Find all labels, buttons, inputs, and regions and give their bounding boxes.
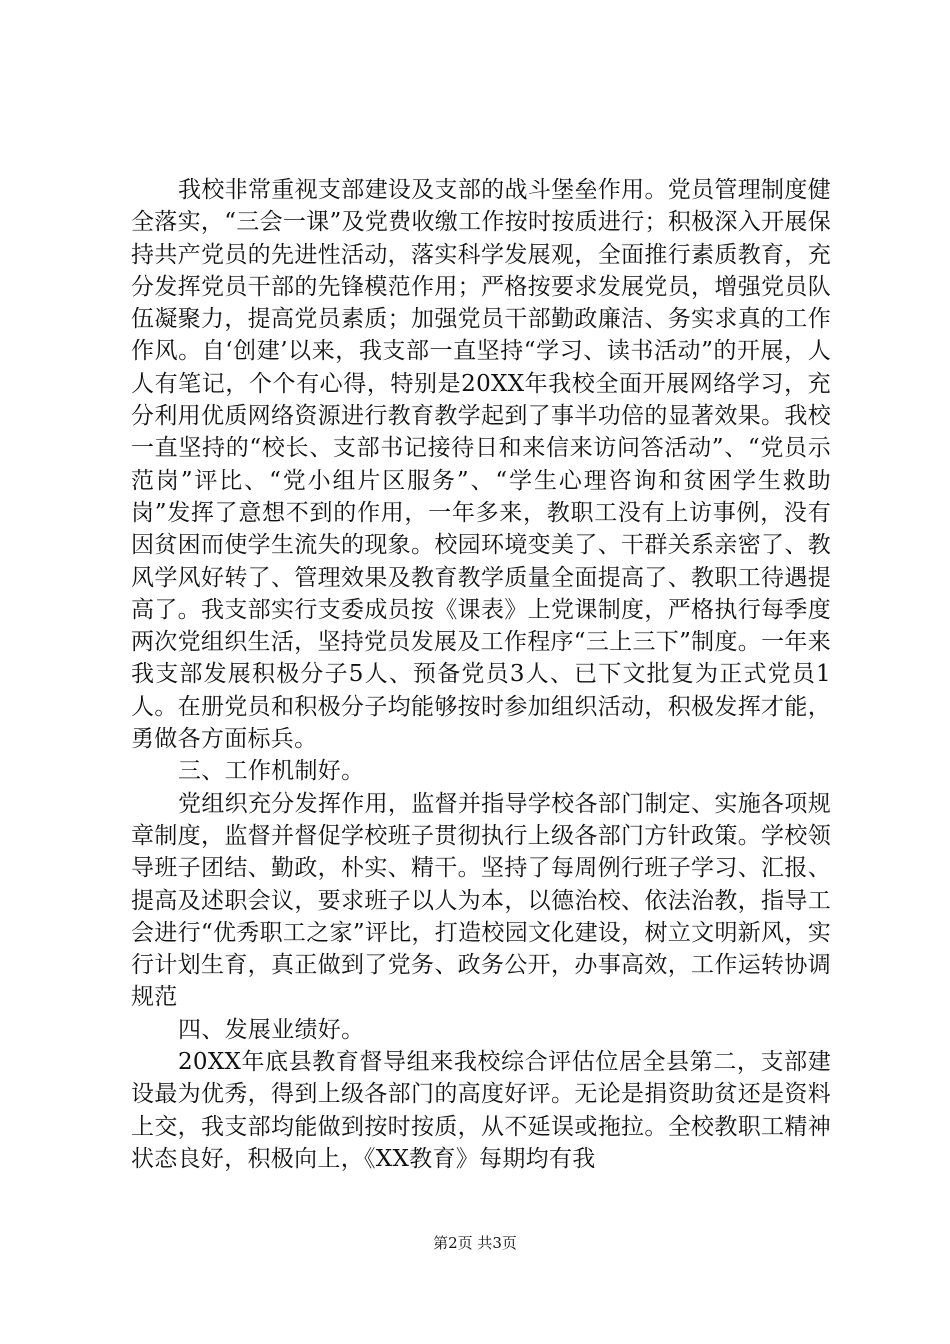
paragraph-party-branch-building: 我校非常重视支部建设及支部的战斗堡垒作用。党员管理制度健全落实，“三会一课”及党费收缴工作按时按质进行；积极深入开展保持共产党员的先进性活动，落实科学发展观，全面推行素质教育，充分发挥党员干部的先锋模范作用；严格按要求发展党员，增强党员队伍凝聚力，提高党员素质；加强党员干部勤政廉洁、务实求真的工作作风。自‘创建’以来，我支部一直坚持“学习、读书活动”的开展，人人有笔记，个个有心得，特别是20XX年我校全面开展网络学习，充分利用优质网络资源进行教育教学起到了事半功倍的显著效果。我校一直坚持的“校长、支部书记接待日和来信来访问答活动”、“党员示范岗”评比、“党小组片区服务”、“学生心理咨询和贫困学生救助岗”发挥了意想不到的作用，一年多来，教职工没有上访事例，没有因贫困而使学生流失的现象。校园环境变美了、干群关系亲密了、教风学风好转了、管理效果及教育教学质量全面提高了、教职工待遇提高了。我支部实行支委成员按《课表》上党课制度，严格执行每季度两次党组织生活，坚持党员发展及工作程序“三上三下”制度。一年来我支部发展积极分子5人、预备党员3人、已下文批复为正式党员1人。在册党员和积极分子均能够按时参加组织活动，积极发挥才能，勇做各方面标兵。 xyxy=(131,177,831,753)
heading-development-performance: 四、发展业绩好。 xyxy=(178,1016,365,1043)
document-body xyxy=(131,174,831,1175)
page-footer: 第2页 共3页 xyxy=(433,1234,517,1252)
paragraph-work-mechanism: 党组织充分发挥作用，监督并指导学校各部门制定、实施各项规章制度，监督并督促学校班子贯彻执行上级各部门方针政策。学校领导班子团结、勤政，朴实、精干。坚持了每周例行班子学习、汇报、提高及述职会议，要求班子以人为本，以德治校、依法治教，指导工会进行“优秀职工之家”评比，打造校园文化建设，树立文明新风，实行计划生育，真正做到了党务、政务公开，办事高效，工作运转协调规范 xyxy=(131,790,831,1011)
heading-work-mechanism: 三、工作机制好。 xyxy=(178,758,365,785)
paragraph-development-performance: 20XX年底县教育督导组来我校综合评估位居全县第二，支部建设最为优秀，得到上级各部门的高度好评。无论是捐资助贫还是资料上交，我支部均能做到按时按质，从不延误或拖拉。全校教职工精神状态良好，积极向上，《XX教育》每期均有我 xyxy=(131,1049,831,1172)
